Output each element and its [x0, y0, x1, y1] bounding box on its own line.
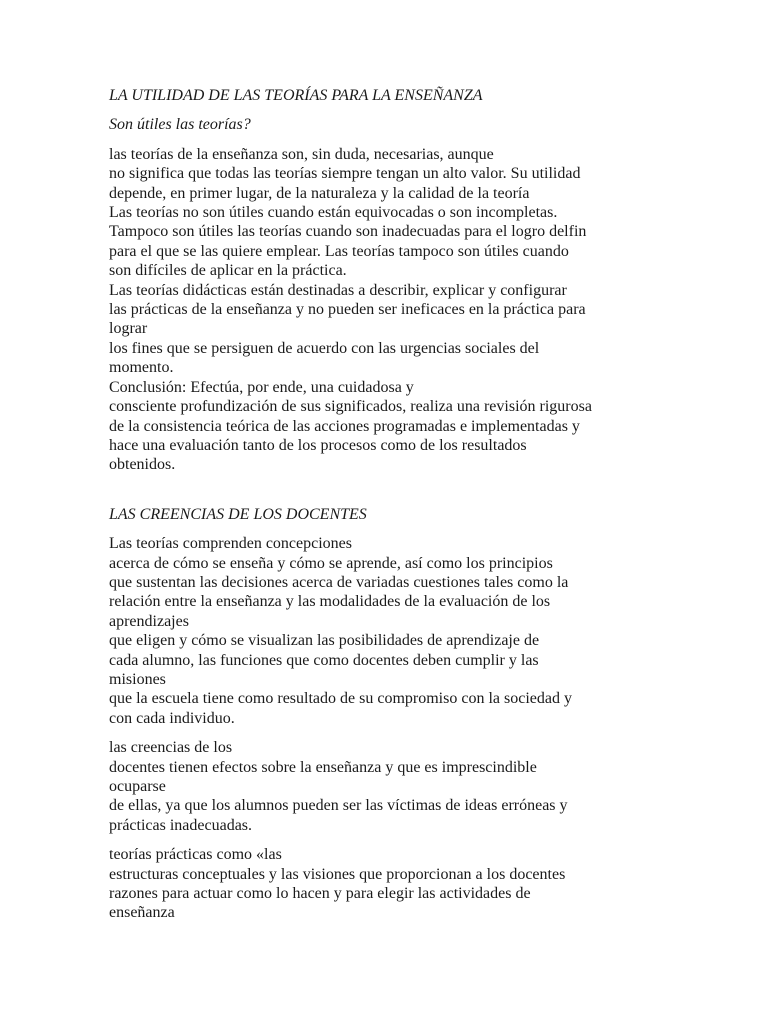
text-line: estructuras conceptuales y las visiones que proporcionan a los docentes: [109, 865, 566, 883]
text-line: obtenidos.: [109, 456, 176, 474]
text-line: aprendizajes: [109, 612, 189, 630]
text-line: teorías prácticas como «las: [109, 846, 282, 864]
text-line: de la consistencia teórica de las acciones programadas e implementadas y: [109, 417, 580, 435]
text-line: enseñanza: [109, 904, 175, 922]
text-line: que sustentan las decisiones acerca de variadas cuestiones tales como la: [109, 573, 569, 591]
text-line: para el que se las quiere emplear. Las teorías tampoco son útiles cuando: [109, 242, 569, 260]
text-line: son difíciles de aplicar en la práctica.: [109, 262, 347, 280]
section-title: LA UTILIDAD DE LAS TEORÍAS PARA LA ENSEÑANZA: [109, 87, 483, 104]
text-line: Conclusión: Efectúa, por ende, una cuidadosa y: [109, 378, 414, 396]
text-line: los fines que se persiguen de acuerdo con las urgencias sociales del: [109, 339, 540, 357]
text-line: con cada individuo.: [109, 709, 235, 727]
text-line: acerca de cómo se enseña y cómo se aprende, así como los principios: [109, 554, 553, 572]
text-line: Las teorías didácticas están destinadas a describir, explicar y configurar: [109, 281, 567, 299]
text-line: depende, en primer lugar, de la naturaleza y la calidad de la teoría: [109, 184, 530, 202]
text-line: razones para actuar como lo hacen y para elegir las actividades de: [109, 885, 531, 903]
text-line: misiones: [109, 670, 166, 688]
text-line: relación entre la enseñanza y las modalidades de la evaluación de los: [109, 593, 551, 611]
paragraph: [109, 145, 661, 475]
paragraph: [109, 738, 661, 835]
text-line: lograr: [109, 320, 148, 338]
text-line: Las teorías no son útiles cuando están equivocadas o son incompletas.: [109, 204, 558, 222]
text-line: prácticas inadecuadas.: [109, 816, 253, 834]
section-subtitle: Son útiles las teorías?: [109, 116, 251, 134]
text-line: de ellas, ya que los alumnos pueden ser las víctimas de ideas erróneas y: [109, 797, 568, 815]
text-line: cada alumno, las funciones que como docentes deben cumplir y las: [109, 651, 539, 669]
text-line: las prácticas de la enseñanza y no pueden ser ineficaces en la práctica para: [109, 301, 586, 319]
text-line: que eligen y cómo se visualizan las posibilidades de aprendizaje de: [109, 632, 540, 650]
text-line: Las teorías comprenden concepciones: [109, 535, 353, 553]
text-line: ocuparse: [109, 778, 166, 795]
text-line: hace una evaluación tanto de los procesos como de los resultados: [109, 436, 527, 454]
paragraph: [109, 534, 661, 728]
text-line: docentes tienen efectos sobre la enseñanza y que es imprescindible: [109, 758, 537, 776]
section-title: LAS CREENCIAS DE LOS DOCENTES: [109, 505, 367, 523]
text-line: las creencias de los: [109, 739, 233, 757]
text-line: Tampoco son útiles las teorías cuando son inadecuadas para el logro delfin: [109, 223, 587, 241]
text-line: no significa que todas las teorías siempre tengan un alto valor. Su utilidad: [109, 165, 581, 183]
text-line: que la escuela tiene como resultado de su compromiso con la sociedad y: [109, 690, 572, 708]
document-page: [109, 86, 661, 923]
text-line: las teorías de la enseñanza son, sin duda, necesarias, aunque: [109, 145, 494, 163]
paragraph: [109, 845, 661, 923]
text-line: momento.: [109, 359, 174, 377]
text-line: consciente profundización de sus significados, realiza una revisión rigurosa: [109, 398, 592, 416]
